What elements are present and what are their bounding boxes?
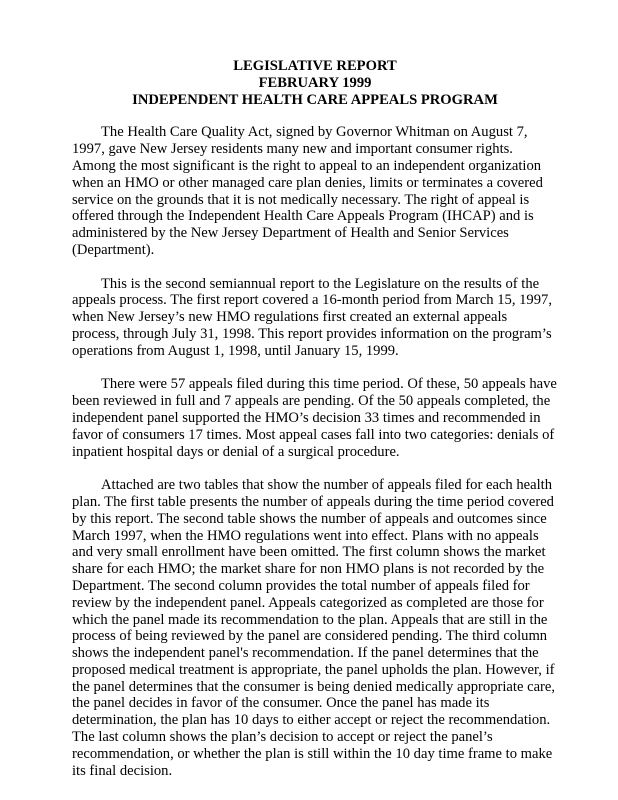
report-title: LEGISLATIVE REPORT	[233, 58, 397, 74]
report-heading	[72, 58, 558, 108]
report-date: FEBRUARY 1999	[258, 74, 372, 91]
paragraph-intro: The Health Care Quality Act, signed by Governor Whitman on August 7, 1997, gave New Jersey residents many new and important consumer rights. Among the most significant is the right to appeal to an independent organization when an HMO or other managed care plan denies, limits or terminates a covered service on the grounds that it is not medically necessary. The right of appeal is offered through the Independent Health Care Appeals Program (IHCAP) and is administered by the New Jersey Department of Health and Senior Services (Department).	[72, 124, 543, 258]
paragraph-appeal-results: There were 57 appeals filed during this time period. Of these, 50 appeals have been reviewed in full and 7 appeals are pending. Of the 50 appeals completed, the independent panel supported the HMO’s decision 33 times and recommended in favor of consumers 17 times. Most appeal cases fall into two categories: denials of inpatient hospital days or denial of a surgical procedure.	[72, 376, 557, 460]
paragraph-tables-explanation: Attached are two tables that show the number of appeals filed for each health plan. The first table presents the number of appeals during the time period covered by this report. The second table shows the number of appeals and outcomes since March 1997, when the HMO regulations went into effect. Plans with no appeals and very small enrollment have been omitted. The first column shows the market share for each HMO; the market share for non HMO plans is not recorded by the Department. The second column provides the total number of appeals filed for review by the independent panel. Appeals categorized as completed are those for which the panel made its recommendation to the plan. Appeals that are still in the process of being reviewed by the panel are considered pending. The third column shows the independent panel's recommendation. If the panel determines that the proposed medical treatment is appropriate, the panel upholds the plan. However, if the panel determines that the consumer is being denied medically appropriate care, the panel decides in favor of the consumer. Once the panel has made its determination, the plan has 10 days to either accept or reject the recommendation. The last column shows the plan’s decision to accept or reject the panel’s recommendation, or whether the plan is still within the 10 day time frame to make its final decision.	[72, 477, 556, 779]
program-title: INDEPENDENT HEALTH CARE APPEALS PROGRAM	[132, 91, 498, 108]
paragraph-report-scope: This is the second semiannual report to the Legislature on the results of the appeals process. The first report covered a 16-month period from March 15, 1997, when New Jersey’s new HMO regulations first created an external appeals process, through July 31, 1998. This report provides information on the program’s operations from August 1, 1998, until January 15, 1999.	[72, 275, 552, 359]
